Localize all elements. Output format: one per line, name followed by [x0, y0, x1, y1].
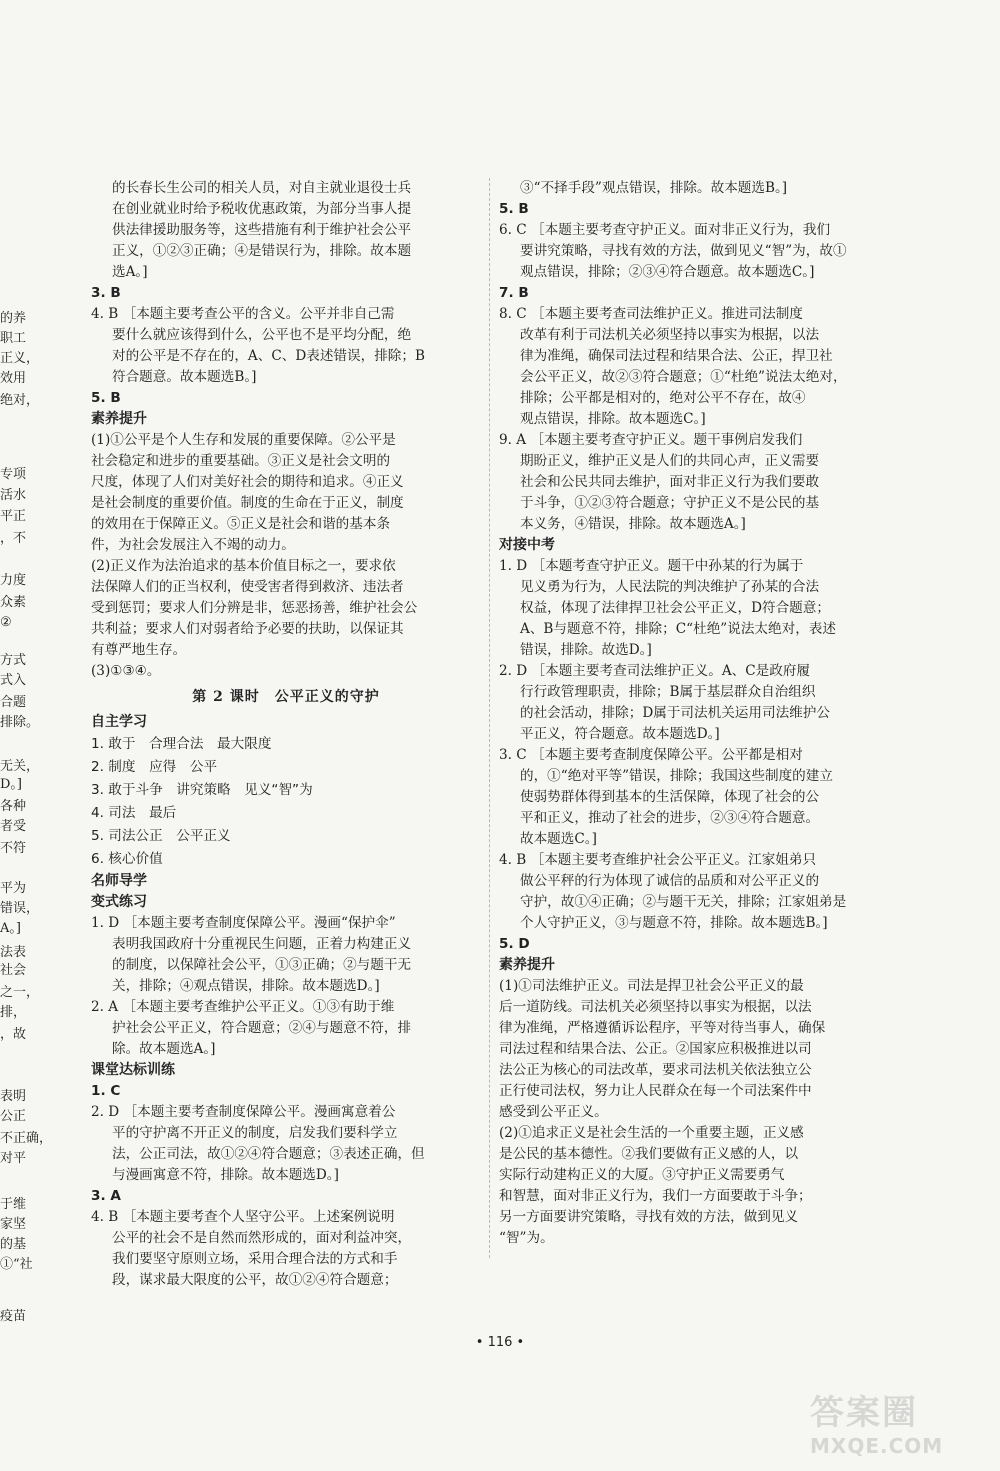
section-heading-suyang: 素养提升 — [499, 957, 555, 973]
left-fragment-text: 各种 — [0, 799, 27, 814]
duijie-answer-5: 5. D — [499, 936, 530, 952]
zizhu-answers: 1. 敢于 合理合法 最大限度 2. 制度 应得 公平 3. 敢于斗争 讲究策略 见义“智”为 4. 司法 最后 5. 司法公正 公平正义 6. 核心价值 — [91, 736, 313, 867]
left-fragment-text: 绝对， — [0, 393, 40, 408]
left-fragment-text: 对平 — [0, 1151, 27, 1166]
left-fragment-text: 公正 — [0, 1109, 27, 1124]
suyang-part-1: (1)①公平是个人生存和发展的重要保障。②公平是 社会稳定和进步的重要基础。③正义是社会文明的 尺度，体现了人们对美好社会的期待和追求。④正义 是社会制度的重要价值。制度的生命在于正义，制度 的效用在于保障正义。⑤正义是社会和谐的基本条 件，为社会发展注入不竭的动力。 — [91, 432, 404, 553]
left-fragment-text: ② — [0, 615, 12, 630]
left-fragment-text: 的基 — [0, 1237, 27, 1252]
left-fragment-text: 表明 — [0, 1089, 27, 1104]
left-fragment-text: 者受 — [0, 819, 27, 834]
right-column — [499, 178, 892, 1249]
watermark-logo-text: 答案圈 — [810, 1393, 918, 1433]
answer-5: 5. B — [499, 201, 529, 217]
answer-8: 8. C ［本题主要考查司法维护正义。推进司法制度 改革有利于司法机关必须坚持以事实为根据，以法 律为准绳，确保司法过程和结果合法、公正，捍卫社 会公平正义，故②③符合题意；①“杜绝”说法太绝对， 排除；公平都是相对的，绝对公平不存在，故④ 观点错误，排除。故本题选C。] — [499, 306, 847, 427]
left-fragment-text: D。] — [0, 777, 22, 792]
lesson-title: 第 2 课时 公平正义的守护 — [192, 689, 380, 705]
left-fragment-text: 家坚 — [0, 1217, 27, 1232]
section-heading-bianshi: 变式练习 — [91, 894, 147, 910]
left-fragment-text: 平正 — [0, 509, 27, 524]
answer-7: 7. B — [499, 285, 529, 301]
section-heading-mingshi: 名师导学 — [91, 873, 147, 889]
left-fragment-text: 错误， — [0, 901, 40, 916]
left-fragment-text: 平为 — [0, 881, 27, 896]
duijie-answer-3: 3. C ［本题主要考查制度保障公平。公平都是相对 的，①“绝对平等”错误，排除；我国这些制度的建立 使弱势群体得到基本的生活保障，体现了社会的公 平和正义，推动了社会的进步，②③④符合题意。 故本题选C。] — [499, 747, 833, 847]
ketang-answer-3: 3. A — [91, 1188, 121, 1204]
left-fragment-text: 效用 — [0, 371, 27, 386]
left-fragment-text: ①“社 — [0, 1257, 33, 1272]
left-column — [91, 178, 481, 1291]
left-fragment-text: 不正确， — [0, 1131, 53, 1146]
left-fragment-text: 力度 — [0, 573, 27, 588]
left-fragment-text: 活水 — [0, 488, 27, 503]
left-fragment-text: 于维 — [0, 1197, 27, 1212]
left-fragment-text: 疫苗 — [0, 1309, 27, 1324]
left-fragment-text: 不符 — [0, 841, 27, 856]
left-fragment-text: 正义， — [0, 351, 40, 366]
suyang-part-1: (1)①司法维护正义。司法是捍卫社会公平正义的最 后一道防线。司法机关必须坚持以事实为根据，以法 律为准绳，严格遵循诉讼程序，平等对待当事人，确保 司法过程和结果合法、公正。②国家应积极推进以司 法公正为核心的司法改革，要求司法机关依法独立公 正行使司法权，努力让人民群众在每一个司法案件中 感受到公平正义。 — [499, 978, 826, 1120]
section-heading-suyang: 素养提升 — [91, 411, 147, 427]
duijie-answer-4: 4. B ［本题主要考查维护社会公平正义。江家姐弟只 做公平秤的行为体现了诚信的品质和对公平正义的 守护，故①④正确；②与题干无关，排除；江家姐弟是 个人守护正义，③与题意不符，排除。故本题选B。] — [499, 852, 847, 931]
section-heading-zizhu: 自主学习 — [91, 714, 147, 730]
left-fragment-text: 众素 — [0, 595, 27, 610]
left-fragment-text: 社会 — [0, 963, 27, 978]
ketang-answer-2: 2. D ［本题主要考查制度保障公平。漫画寓意着公 平的守护离不开正义的制度，启发我们要科学立 法，公正司法，故①②④符合题意；③表述正确，但 与漫画寓意不符，排除。故本题选D。] — [91, 1104, 425, 1183]
answer-6: 6. C ［本题主要考查守护正义。面对非正义行为，我们 要讲究策略，寻找有效的方法，做到见义“智”为，故① 观点错误，排除；②③④符合题意。故本题选C。] — [499, 222, 847, 280]
left-fragment-text: 方式 — [0, 653, 27, 668]
answer-continuation: ③“不择手段”观点错误，排除。故本题选B。] — [520, 180, 788, 196]
answer-3: 3. B — [91, 285, 121, 301]
watermark — [810, 1385, 985, 1463]
section-heading-duijie: 对接中考 — [499, 537, 555, 553]
left-fragment-text: 法表 — [0, 945, 27, 960]
left-fragment-text: 职工 — [0, 331, 27, 346]
bianshi-answer-1: 1. D ［本题主要考查制度保障公平。漫画“保护伞” 表明我国政府十分重视民生问题，正着力构建正义 的制度，以保障社会公平，①③正确；②与题干无 关，排除；④观点错误，排除。故本题选D。] — [91, 915, 412, 994]
suyang-part-3: (3)①③④。 — [91, 663, 161, 679]
left-fragment-text: 之一， — [0, 985, 40, 1000]
bianshi-answer-2: 2. A ［本题主要考查维护公平正义。①③有助于维 护社会公平正义，符合题意；②④与题意不符，排 除。故本题选A。] — [91, 999, 412, 1057]
left-fragment-text: ，故 — [0, 1027, 27, 1042]
duijie-answer-2: 2. D ［本题主要考查司法维护正义。A、C是政府履 行行政管理职责，排除；B属于基层群众自治组织 的社会活动，排除；D属于司法机关运用司法维护公 平正义，符合题意。故本题选D。] — [499, 663, 830, 742]
left-fragment-text: 合题 — [0, 695, 27, 710]
ketang-answer-1: 1. C — [91, 1083, 121, 1099]
left-fragment-text: 专项 — [0, 467, 27, 482]
duijie-answer-1: 1. D ［本题考查守护正义。题干中孙某的行为属于 见义勇为行为，人民法院的判决维护了孙某的合法 权益，体现了法律捍卫社会公平正义，D符合题意； A、B与题意不符，排除；C“杜绝”说法太绝对，表述 错误，排除。故选D。] — [499, 558, 836, 658]
watermark-url: MXQE.COM — [810, 1434, 944, 1458]
left-fragment-text: 排除。 — [0, 715, 40, 730]
section-heading-ketang: 课堂达标训练 — [91, 1062, 175, 1078]
suyang-part-2: (2)①追求正义是社会生活的一个重要主题，正义感 是公民的基本德性。②我们要做有正义感的人，以 实际行动建构正义的大厦。③守护正义需要勇气 和智慧，面对非正义行为，我们一方面要敢于斗争； 另一方面要讲究策略，寻找有效的方法，做到见义 “智”为。 — [499, 1125, 812, 1246]
left-fragment-text: 无关， — [0, 759, 40, 774]
suyang-part-2: (2)正义作为法治追求的基本价值目标之一，要求依 法保障人们的正当权利，使受害者得到救济、违法者 受到惩罚；要求人们分辨是非，惩恶扬善，维护社会公 共利益；要求人们对弱者给予必要的扶助，以保证其 有尊严地生存。 — [91, 558, 418, 658]
column-divider — [489, 178, 490, 1258]
answer-9: 9. A ［本题主要考查守护正义。题干事例启发我们 期盼正义，维护正义是人们的共同心声，正义需要 社会和公民共同去维护，面对非正义行为我们要敢 于斗争，①②③符合题意；守护正义不是公民的基 本义务，④错误，排除。故本题选A。] — [499, 432, 820, 532]
answer-5: 5. B — [91, 390, 121, 406]
ketang-answer-4: 4. B ［本题主要考查个人坚守公平。上述案例说明 公平的社会不是自然而然形成的，面对利益冲突， 我们要坚守原则立场，采用合理合法的方式和手 段，谋求最大限度的公平，故①②④符合题意； — [91, 1209, 412, 1288]
left-fragment-text: 的养 — [0, 311, 27, 326]
answer-4: 4. B ［本题主要考查公平的含义。公平并非自己需 要什么就应该得到什么，公平也不是平均分配，绝 对的公平是不存在的，A、C、D表述错误，排除；B 符合题意。故本题选B。] — [91, 306, 425, 385]
left-fragment-text: A。] — [0, 921, 21, 936]
left-fragment-text: ，不 — [0, 531, 27, 546]
left-fragment-text: 式入 — [0, 673, 27, 688]
answer-continuation: 的长春长生公司的相关人员，对自主就业退役士兵 在创业就业时给予税收优惠政策，为部分当事人提 供法律援助服务等，这些措施有利于维护社会公平 正义，①②③正确；④是错误行为，排除。故本题 选A。] — [112, 180, 412, 280]
left-fragment-text: 排， — [0, 1005, 27, 1020]
page-number: • 116 • — [475, 1335, 525, 1350]
